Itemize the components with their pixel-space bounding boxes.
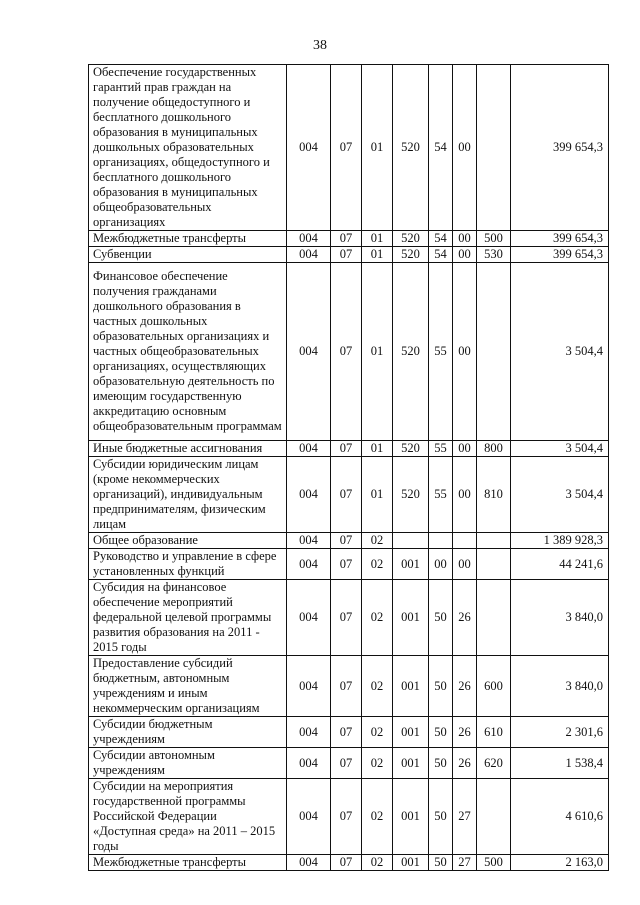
row-name: Межбюджетные трансферты (89, 855, 287, 871)
row-pr: 01 (362, 65, 393, 231)
table-row (89, 457, 609, 533)
row-csr-2: 50 (429, 580, 453, 656)
row-ved: 004 (287, 441, 331, 457)
row-csr-1: 520 (393, 457, 429, 533)
row-csr-2: 55 (429, 457, 453, 533)
row-name: Общее образование (89, 533, 287, 549)
row-ved: 004 (287, 231, 331, 247)
row-csr-3: 26 (453, 580, 477, 656)
row-csr-2: 55 (429, 441, 453, 457)
row-csr-3: 00 (453, 549, 477, 580)
table-row (89, 263, 609, 441)
row-csr-1: 001 (393, 580, 429, 656)
row-ved: 004 (287, 580, 331, 656)
row-pr: 02 (362, 717, 393, 748)
row-sum: 399 654,3 (511, 247, 609, 263)
row-pr: 01 (362, 263, 393, 441)
row-rz: 07 (331, 549, 362, 580)
row-csr-3: 26 (453, 656, 477, 717)
row-csr-3: 00 (453, 263, 477, 441)
row-sum: 1 538,4 (511, 748, 609, 779)
row-pr: 01 (362, 441, 393, 457)
table-row (89, 779, 609, 855)
row-csr-1: 001 (393, 656, 429, 717)
row-rz: 07 (331, 457, 362, 533)
row-rz: 07 (331, 748, 362, 779)
row-sum: 3 504,4 (511, 441, 609, 457)
row-csr-2: 55 (429, 263, 453, 441)
row-csr-1: 520 (393, 441, 429, 457)
table-row (89, 717, 609, 748)
row-csr-1: 520 (393, 263, 429, 441)
row-rz: 07 (331, 855, 362, 871)
row-sum: 3 504,4 (511, 457, 609, 533)
row-sum: 399 654,3 (511, 65, 609, 231)
row-sum: 3 840,0 (511, 656, 609, 717)
row-name: Предоставление субсидий бюджетным, автономным учреждениям и иным некоммерческим организациям (89, 656, 287, 717)
row-csr-1: 001 (393, 779, 429, 855)
row-pr: 02 (362, 855, 393, 871)
row-vr (477, 263, 511, 441)
row-sum: 2 163,0 (511, 855, 609, 871)
row-name: Субсидии автономным учреждениям (89, 748, 287, 779)
row-pr: 02 (362, 656, 393, 717)
row-csr-2: 00 (429, 549, 453, 580)
row-rz: 07 (331, 247, 362, 263)
row-csr-2: 54 (429, 231, 453, 247)
row-csr-3: 00 (453, 457, 477, 533)
row-csr-1: 001 (393, 855, 429, 871)
row-rz: 07 (331, 656, 362, 717)
table-row (89, 533, 609, 549)
row-vr: 800 (477, 441, 511, 457)
row-rz: 07 (331, 779, 362, 855)
row-name: Субсидии на мероприятия государственной программы Российской Федерации «Доступная среда» на 2011 – 2015 годы (89, 779, 287, 855)
row-csr-2: 50 (429, 855, 453, 871)
row-csr-2: 50 (429, 656, 453, 717)
row-ved: 004 (287, 65, 331, 231)
budget-table (88, 64, 609, 871)
row-rz: 07 (331, 231, 362, 247)
row-pr: 02 (362, 549, 393, 580)
row-name: Межбюджетные трансферты (89, 231, 287, 247)
table-row (89, 580, 609, 656)
row-csr-2: 54 (429, 247, 453, 263)
row-sum: 1 389 928,3 (511, 533, 609, 549)
row-csr-3: 00 (453, 247, 477, 263)
row-pr: 01 (362, 231, 393, 247)
row-csr-2 (429, 533, 453, 549)
row-pr: 02 (362, 779, 393, 855)
row-ved: 004 (287, 247, 331, 263)
row-csr-3: 26 (453, 717, 477, 748)
row-name: Обеспечение государственных гарантий прав граждан на получение общедоступного и бесплатного дошкольного образования в муниципальных дошкольных образовательных организациях, общедоступного и бесплатного дошкольного образования в муниципальных общеобразовательных организациях (89, 65, 287, 231)
row-name: Финансовое обеспечение получения гражданами дошкольного образования в частных дошкольных образовательных организациях и частных общеобразовательных организациях, осуществляющих образовательную деятельность по имеющим государственную аккредитацию основным общеобразовательным программам (89, 263, 287, 441)
row-vr: 620 (477, 748, 511, 779)
row-rz: 07 (331, 580, 362, 656)
row-csr-3 (453, 533, 477, 549)
row-name: Субсидии бюджетным учреждениям (89, 717, 287, 748)
row-csr-3: 27 (453, 855, 477, 871)
row-ved: 004 (287, 748, 331, 779)
row-vr (477, 549, 511, 580)
table-row (89, 656, 609, 717)
row-rz: 07 (331, 717, 362, 748)
row-pr: 02 (362, 748, 393, 779)
row-csr-2: 50 (429, 717, 453, 748)
table-row (89, 231, 609, 247)
row-vr (477, 580, 511, 656)
row-vr: 600 (477, 656, 511, 717)
row-vr: 810 (477, 457, 511, 533)
row-pr: 01 (362, 457, 393, 533)
row-sum: 44 241,6 (511, 549, 609, 580)
row-vr: 500 (477, 855, 511, 871)
row-csr-1: 520 (393, 231, 429, 247)
row-csr-2: 50 (429, 779, 453, 855)
row-csr-1 (393, 533, 429, 549)
row-vr (477, 533, 511, 549)
row-ved: 004 (287, 855, 331, 871)
table-row (89, 855, 609, 871)
row-csr-3: 00 (453, 65, 477, 231)
row-pr: 01 (362, 247, 393, 263)
row-csr-1: 001 (393, 748, 429, 779)
row-ved: 004 (287, 779, 331, 855)
row-rz: 07 (331, 65, 362, 231)
row-csr-2: 54 (429, 65, 453, 231)
table-row (89, 748, 609, 779)
row-csr-3: 00 (453, 231, 477, 247)
row-ved: 004 (287, 533, 331, 549)
row-ved: 004 (287, 457, 331, 533)
table-row (89, 65, 609, 231)
row-sum: 3 504,4 (511, 263, 609, 441)
row-name: Субсидия на финансовое обеспечение мероприятий федеральной целевой программы развития образования на 2011 - 2015 годы (89, 580, 287, 656)
row-ved: 004 (287, 263, 331, 441)
row-csr-3: 27 (453, 779, 477, 855)
row-rz: 07 (331, 533, 362, 549)
row-pr: 02 (362, 580, 393, 656)
row-vr (477, 779, 511, 855)
row-ved: 004 (287, 717, 331, 748)
row-csr-3: 26 (453, 748, 477, 779)
row-vr: 530 (477, 247, 511, 263)
row-sum: 2 301,6 (511, 717, 609, 748)
table-row (89, 247, 609, 263)
row-name: Руководство и управление в сфере установленных функций (89, 549, 287, 580)
row-sum: 3 840,0 (511, 580, 609, 656)
row-csr-1: 001 (393, 549, 429, 580)
row-rz: 07 (331, 263, 362, 441)
table-row (89, 441, 609, 457)
row-csr-1: 520 (393, 65, 429, 231)
row-name: Иные бюджетные ассигнования (89, 441, 287, 457)
row-csr-2: 50 (429, 748, 453, 779)
row-sum: 399 654,3 (511, 231, 609, 247)
row-csr-1: 520 (393, 247, 429, 263)
row-csr-1: 001 (393, 717, 429, 748)
row-pr: 02 (362, 533, 393, 549)
row-rz: 07 (331, 441, 362, 457)
row-name: Субвенции (89, 247, 287, 263)
row-sum: 4 610,6 (511, 779, 609, 855)
row-ved: 004 (287, 549, 331, 580)
row-csr-3: 00 (453, 441, 477, 457)
page-number: 38 (313, 38, 327, 53)
row-ved: 004 (287, 656, 331, 717)
row-vr: 610 (477, 717, 511, 748)
row-name: Субсидии юридическим лицам (кроме некоммерческих организаций), индивидуальным предпринимателям, физическим лицам (89, 457, 287, 533)
row-vr: 500 (477, 231, 511, 247)
row-vr (477, 65, 511, 231)
table-row (89, 549, 609, 580)
